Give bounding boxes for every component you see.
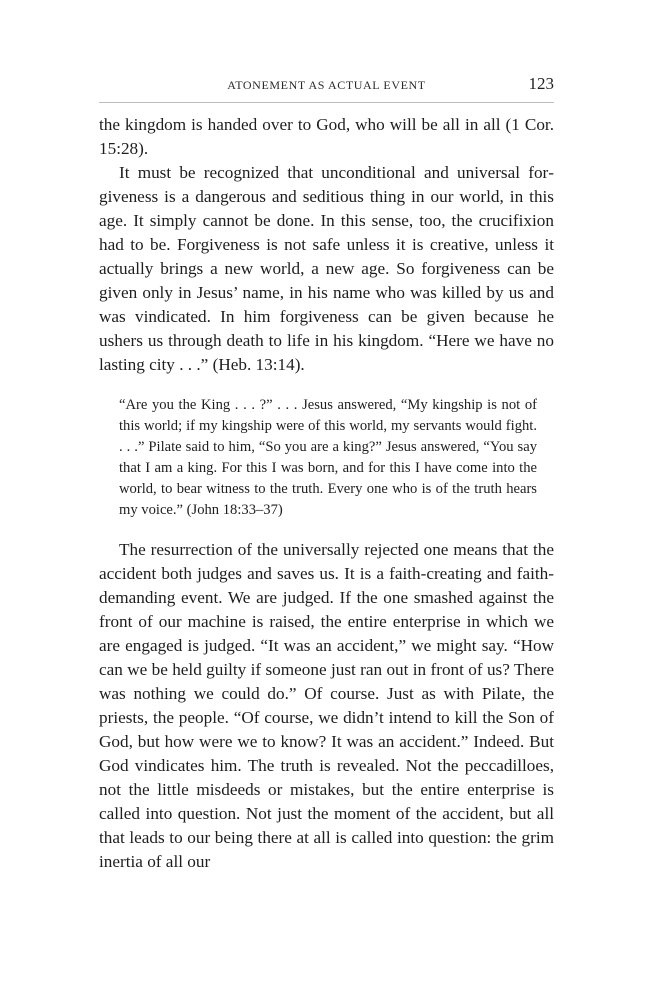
paragraph-3: The resurrection of the universally rejected one means that the accident both judges and saves us. It is a faith-creating and faith-demanding event. We are judged. If the one smashed against the front of our machine is raised, the entire enterprise in which we are engaged is judged. “It was an accident,” we might say. “How can we be held guilty if someone just ran out in front of us? There was nothing we could do.” Of course. Just as with Pilate, the priests, the people. “Of course, we didn’t intend to kill the Son of God, but how were we to know? It was an accident.” Indeed. But God vindicates him. The truth is revealed. Not the peccadilloes, not the little misdeeds or mistakes, but the entire enterprise is called into question. Not just the moment of the accident, but all that leads to our being there at all is called into question: the grim inertia of all our bbox=[99, 540, 554, 871]
paragraph-2: It must be recognized that unconditional and universal forgiveness is a dangerous and seditious thing in our world, in this age. It simply cannot be done. In this sense, too, the crucifixion had to be. Forgiveness is not safe unless it is creative, unless it actually brings a new world, a new age. So forgiveness can be given only in Jesus’ name, in his name who was killed by us and was vindicated. In him forgiveness can be given because he ushers us through death to life in his kingdom. “Here we have no lasting city . . .” (Heb. 13:14). bbox=[99, 163, 554, 374]
paragraph-1: the kingdom is handed over to God, who will be all in all (1 Cor. 15:28). bbox=[99, 115, 554, 158]
body-text bbox=[99, 113, 554, 874]
header-rule bbox=[99, 102, 554, 103]
block-quote: “Are you the King . . . ?” . . . Jesus answered, “My kingship is not of this world; if my kingship were of this world, my servants would fight. . . .” Pilate said to him, “So you are a king?” Jesus answered, “You say that I am a king. For this I was born, and for this I have come into the world, to bear witness to the truth. Every one who is of the truth hears my voice.” (John 18:33–37) bbox=[119, 397, 537, 518]
running-head bbox=[99, 74, 554, 98]
page-number: 123 bbox=[528, 74, 554, 93]
running-title: ATONEMENT AS ACTUAL EVENT bbox=[227, 78, 426, 92]
